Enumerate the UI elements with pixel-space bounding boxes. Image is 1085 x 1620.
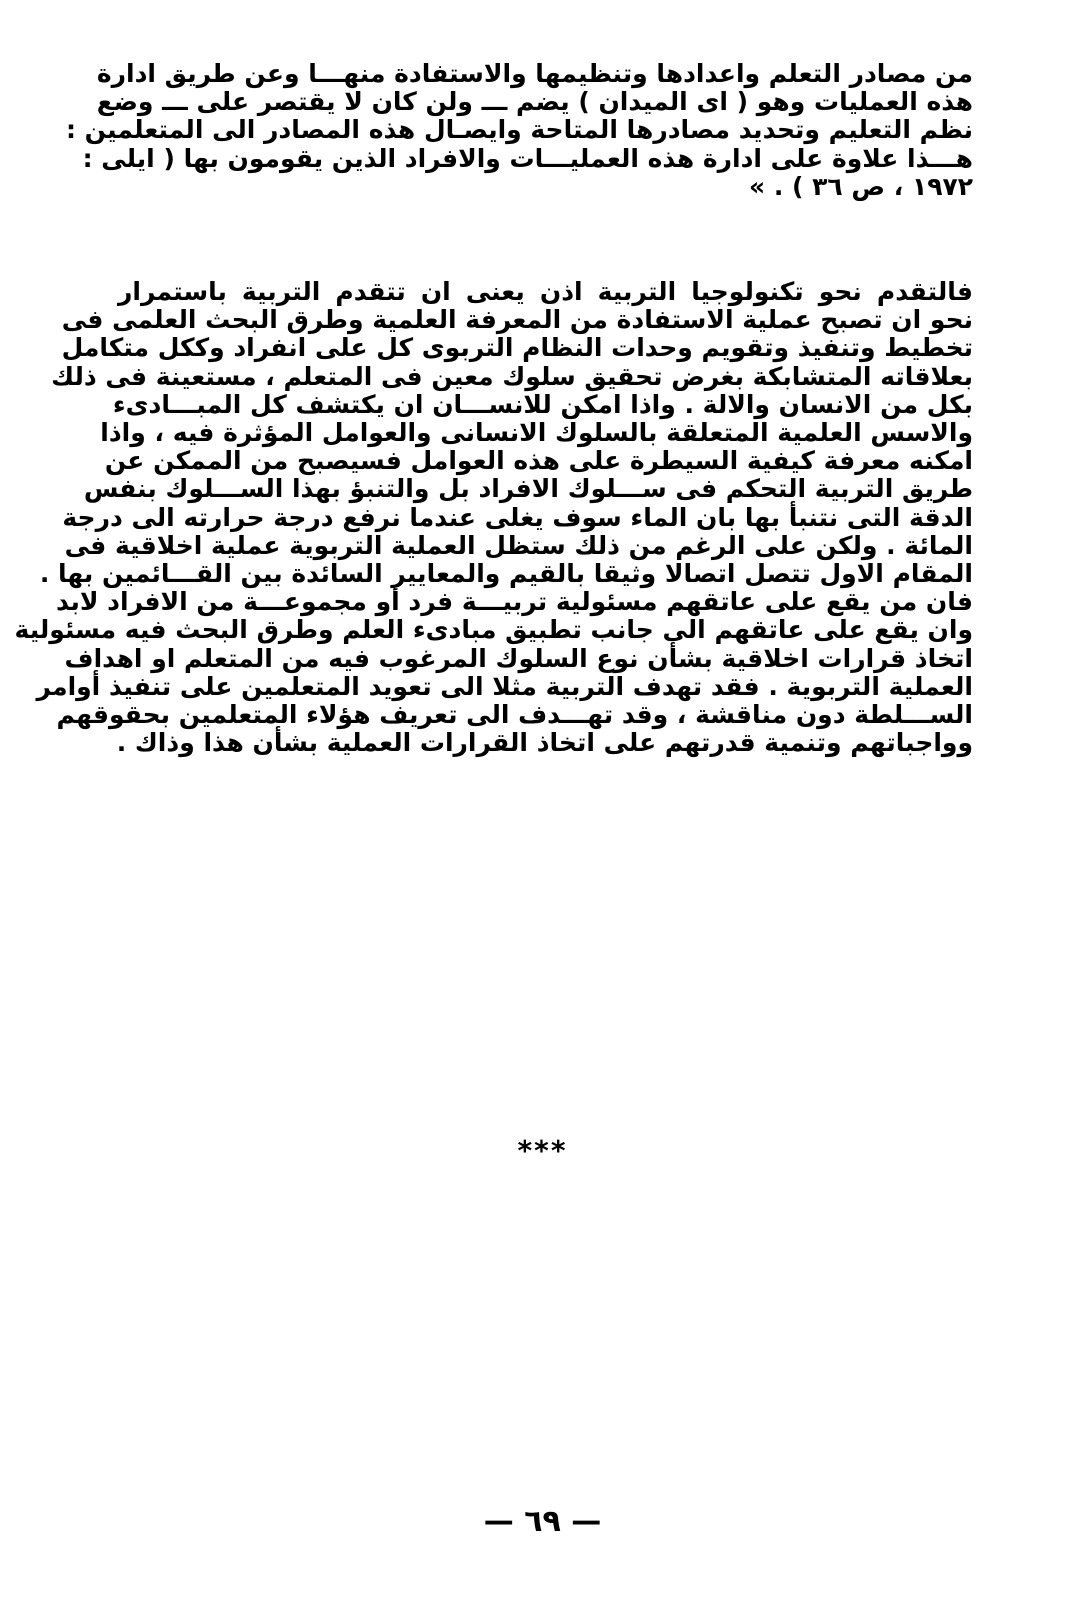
- text-line: ١٩٧٢ ، ص ٣٦ ) . »: [748, 171, 973, 201]
- text-line: نظم التعليم وتحديد مصادرها المتاحة وايصـال هذه المصادر الى المتعلمين :: [65, 115, 973, 145]
- text-line: المقام الاول تتصل اتصالا وثيقا بالقيم والمعايير السائدة بين القـــائمين بها .: [39, 559, 973, 589]
- text-line: وواجباتهم وتنمية قدرتهم على اتخاذ القرارات العملية بشأن هذا وذاك .: [116, 728, 973, 758]
- text-line: وان يقع على عاتقهم الى جانب تطبيق مبادىء العلم وطرق البحث فيه مسئولية: [14, 615, 973, 645]
- text-line: فالتقدم نحو تكنولوجيا التربية اذن يعنى ان تتقدم التربية باستمرار: [118, 277, 973, 306]
- text-line: فان من يقع على عاتقهم مسئولية تربيـــة فرد أو مجموعـــة من الافراد لابد: [56, 587, 973, 617]
- page-number: — ٦٩ —: [483, 1504, 602, 1539]
- text-line: اتخاذ قرارات اخلاقية بشأن نوع السلوك المرغوب فيه من المتعلم او اهداف: [64, 643, 973, 673]
- section-separator: ***: [517, 1134, 568, 1167]
- text-line: الســـلطة دون مناقشة ، وقد تهـــدف الى تعريف هؤلاء المتعلمين بحقوقهم: [56, 700, 973, 730]
- text-line: تخطيط وتنفيذ وتقويم وحدات النظام التربوى كل على انفراد وككل متكامل: [61, 333, 973, 363]
- paragraph-quote-end: [65, 59, 973, 201]
- text-line: الدقة التى نتنبأ بها بان الماء سوف يغلى عندما نرفع درجة حرارته الى درجة: [62, 502, 973, 532]
- text-line: من مصادر التعلم واعدادها وتنظيمها والاستفادة منهـــا وعن طريق ادارة: [96, 59, 973, 88]
- text-line: امكنه معرفة كيفية السيطرة على هذه العوامل فسيصبح من الممكن عن: [104, 446, 973, 476]
- text-line: المائة . ولكن على الرغم من ذلك ستظل العملية التربوية عملية اخلاقية فى: [64, 530, 973, 560]
- text-line: العملية التربوية . فقد تهدف التربية مثلا الى تعويد المتعلمين على تنفيذ أوامر: [36, 671, 973, 701]
- text-line: والاسس العلمية المتعلقة بالسلوك الانسانى والعوامل المؤثرة فيه ، واذا: [100, 418, 973, 448]
- paragraph-main: [14, 277, 973, 758]
- text-line: طريق التربية التحكم فى ســـلوك الافراد بل والتنبؤ بهذا الســـلوك بنفس: [83, 474, 973, 504]
- text-line: بكل من الانسان والالة . واذا امكن للانســـان ان يكتشف كل المبـــادىء: [112, 389, 973, 419]
- text-line: بعلاقاته المتشابكة بغرض تحقيق سلوك معين فى المتعلم ، مستعينة فى ذلك: [51, 361, 973, 391]
- text-line: هذه العمليات وهو ( اى الميدان ) يضم ـــ ولن كان لا يقتصر على ـــ وضع: [96, 87, 973, 117]
- text-line: نحو ان تصبح عملية الاستفادة من المعرفة العلمية وطرق البحث العلمى فى: [61, 305, 973, 335]
- text-line: هـــذا علاوة على ادارة هذه العمليـــات والافراد الذين يقومون بها ( ايلى :: [82, 143, 973, 173]
